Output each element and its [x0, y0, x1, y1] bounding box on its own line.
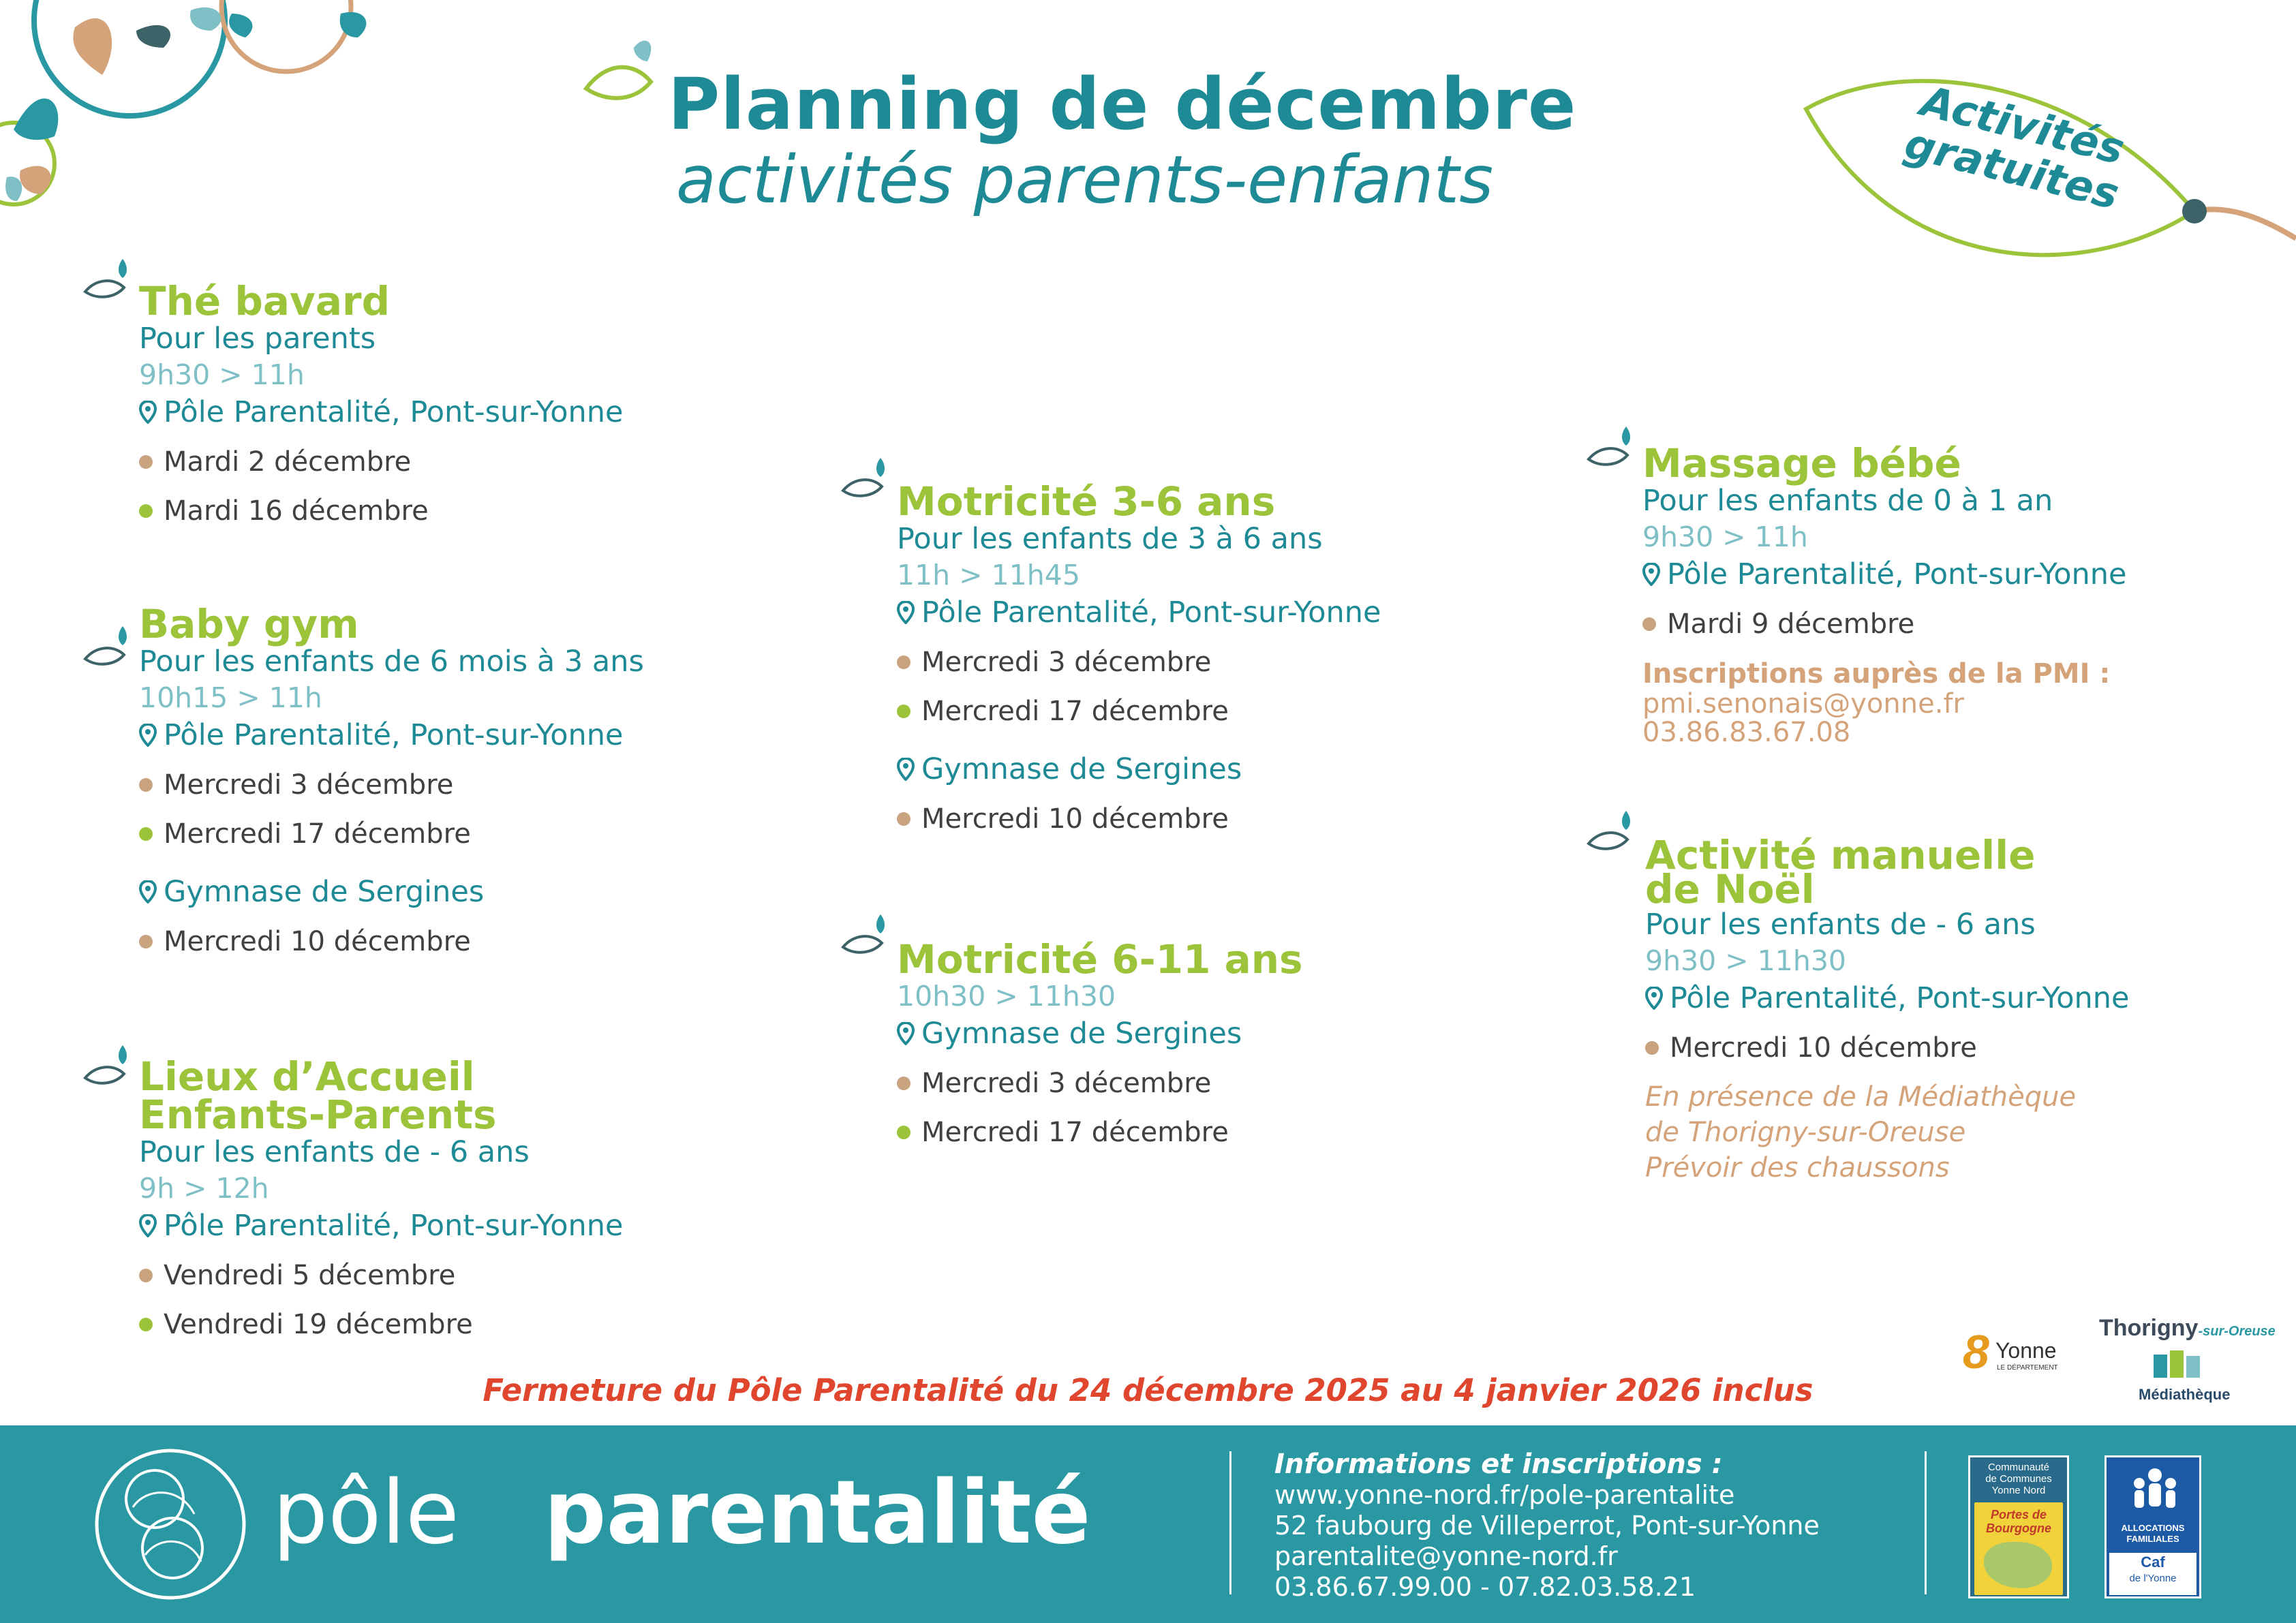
activity-hours: 10h30 > 11h30 — [897, 980, 1116, 1013]
location-pin-icon — [1642, 563, 1660, 586]
location-label: Pôle Parentalité, Pont-sur-Yonne — [164, 718, 624, 752]
pmi-registration-title: Inscriptions auprès de la PMI : — [1642, 658, 2111, 690]
activity-baby-gym — [139, 601, 644, 959]
date-bullet-icon — [897, 1077, 910, 1090]
title-leaf-icon — [579, 34, 661, 109]
date-label: Mercredi 3 décembre — [164, 769, 454, 801]
ccyn-logo-text: Communauté de Communes Yonne Nord — [1985, 1462, 2052, 1496]
activity-date — [1645, 1030, 2129, 1066]
activity-location — [139, 717, 644, 754]
date-bullet-icon — [897, 655, 910, 669]
free-activities-badge-text: Activités gratuites — [1899, 76, 2130, 219]
activity-date — [139, 924, 644, 959]
location-label: Pôle Parentalité, Pont-sur-Yonne — [164, 1209, 624, 1243]
activity-motricite-6-11 — [897, 936, 1303, 1150]
leaf-icon — [1585, 424, 1640, 472]
location-label: Pôle Parentalité, Pont-sur-Yonne — [164, 395, 624, 429]
footer-divider — [1925, 1451, 1927, 1594]
closing-notice: Fermeture du Pôle Parentalité du 24 décembre 2025 au 4 janvier 2026 inclus — [483, 1372, 1813, 1408]
activity-manuelle-noel — [1645, 832, 2130, 1186]
activity-heading: Massage bébé — [1642, 440, 1961, 486]
caf-logo — [2104, 1455, 2201, 1598]
leaf-icon — [1585, 808, 1640, 856]
info-website: www.yonne-nord.fr/pole-parentalite — [1274, 1480, 1735, 1510]
activity-location-secondary — [897, 751, 1381, 788]
activity-laep — [139, 1053, 624, 1342]
date-bullet-icon — [139, 935, 153, 948]
info-address: 52 faubourg de Villeperrot, Pont-sur-Yonne — [1274, 1511, 1820, 1541]
activity-date — [897, 1066, 1303, 1101]
activity-date — [897, 694, 1381, 729]
date-label: Mardi 9 décembre — [1667, 608, 1915, 640]
activity-location — [1645, 980, 2129, 1017]
mediatheque-logo-text: Médiathèque — [2139, 1386, 2231, 1403]
caf-logo-text: ALLOCATIONS FAMILIALES — [2121, 1523, 2185, 1544]
footer-divider — [1229, 1451, 1231, 1594]
yonne-departement-logo — [1963, 1325, 2072, 1378]
caf-logo-footer — [2109, 1553, 2196, 1595]
location-pin-icon — [139, 1214, 157, 1237]
date-bullet-icon — [1645, 1041, 1659, 1055]
date-label: Mercredi 10 décembre — [921, 803, 1229, 835]
activity-heading: Activité manuelle — [1645, 832, 2036, 878]
location-pin-icon — [897, 758, 915, 781]
footer-contact-info — [1274, 1449, 1820, 1603]
slippers-note: Prévoir des chaussons — [1645, 1152, 1950, 1184]
location-pin-icon — [897, 1022, 915, 1045]
activity-massage-bebe — [1642, 440, 2127, 748]
activity-date — [139, 444, 623, 480]
activity-audience: Pour les enfants de - 6 ans — [139, 1135, 530, 1169]
activity-date — [139, 1307, 623, 1342]
ccyn-logo-banner — [1974, 1502, 2063, 1595]
date-label: Mardi 16 décembre — [164, 495, 429, 527]
pmi-email: pmi.senonais@yonne.fr — [1642, 688, 1964, 720]
activity-date — [1642, 606, 2126, 642]
footer-brand-parentalite: parentalité — [544, 1462, 1091, 1564]
yonne-logo-subtext: LE DÉPARTEMENT — [1997, 1364, 2058, 1372]
activity-heading: Baby gym — [139, 601, 359, 647]
date-bullet-icon — [897, 705, 910, 718]
activity-date — [139, 1258, 623, 1293]
date-label: Mercredi 17 décembre — [164, 818, 471, 850]
date-bullet-icon — [139, 455, 153, 469]
date-label: Mercredi 10 décembre — [1670, 1032, 1977, 1064]
activity-heading: Motricité 6-11 ans — [897, 936, 1303, 983]
date-bullet-icon — [139, 504, 153, 518]
date-bullet-icon — [897, 1126, 910, 1139]
activity-hours: 9h > 12h — [139, 1172, 269, 1205]
leaf-icon — [840, 455, 894, 503]
activity-date — [897, 645, 1381, 680]
location-pin-icon — [897, 601, 915, 624]
mediatheque-note: En présence de la Médiathèque — [1645, 1081, 2077, 1113]
activity-audience: Pour les enfants de 3 à 6 ans — [897, 522, 1323, 556]
activity-heading: de Noël — [1645, 866, 1815, 912]
caf-family-icon — [2124, 1466, 2186, 1516]
yonne-logo-mark: 8 — [1963, 1325, 1989, 1378]
activity-audience: Pour les enfants de 0 à 1 an — [1642, 484, 2053, 518]
location-label: Gymnase de Sergines — [164, 875, 485, 909]
activity-hours: 10h15 > 11h — [139, 681, 322, 714]
leaf-icon — [82, 1042, 136, 1090]
location-pin-icon — [139, 401, 157, 424]
leaf-icon — [840, 912, 894, 959]
activity-date — [897, 1115, 1303, 1150]
activity-audience: Pour les enfants de - 6 ans — [1645, 908, 2036, 942]
activity-audience: Pour les enfants de 6 mois à 3 ans — [139, 645, 644, 679]
activity-hours: 9h30 > 11h — [139, 358, 305, 391]
activity-heading: Thé bavard — [139, 278, 391, 324]
footer-brand-pole: pôle — [273, 1462, 459, 1564]
activity-motricite-3-6 — [897, 478, 1381, 837]
activity-location-secondary — [139, 874, 644, 910]
activity-date — [139, 767, 644, 803]
page-title: Planning de décembre — [668, 63, 1577, 146]
activity-the-bavard — [139, 278, 624, 529]
ccyn-logo-tagline: Portes de Bourgogne — [1986, 1508, 2051, 1535]
activity-location — [897, 594, 1381, 631]
caf-logo-name: Caf — [2141, 1554, 2165, 1571]
date-bullet-icon — [139, 1318, 153, 1331]
pmi-phone: 03.86.83.67.08 — [1642, 717, 1851, 748]
location-pin-icon — [1645, 987, 1663, 1010]
date-label: Vendredi 19 décembre — [164, 1309, 473, 1340]
leaf-icon — [82, 623, 136, 671]
date-bullet-icon — [139, 778, 153, 792]
date-label: Mercredi 3 décembre — [921, 647, 1212, 678]
location-label: Gymnase de Sergines — [921, 1017, 1242, 1051]
activity-date — [139, 816, 644, 852]
page-subtitle: activités parents-enfants — [676, 142, 1494, 218]
leaf-icon — [82, 256, 136, 304]
date-bullet-icon — [897, 812, 910, 826]
info-phone: 03.86.67.99.00 - 07.82.03.58.21 — [1274, 1572, 1696, 1602]
activity-location — [1642, 556, 2126, 593]
date-label: Mardi 2 décembre — [164, 446, 412, 478]
activity-heading: Motricité 3-6 ans — [897, 478, 1276, 525]
yonne-logo-text: Yonne — [1995, 1338, 2057, 1363]
activity-date — [139, 493, 623, 529]
activity-hours: 11h > 11h45 — [897, 559, 1080, 591]
caf-logo-region: de l'Yonne — [2129, 1573, 2177, 1584]
activity-location — [139, 1207, 623, 1244]
location-label: Pôle Parentalité, Pont-sur-Yonne — [1670, 981, 2130, 1015]
activity-heading: Enfants-Parents — [139, 1092, 497, 1138]
activity-hours: 9h30 > 11h30 — [1645, 944, 1846, 977]
date-bullet-icon — [1642, 617, 1656, 631]
date-bullet-icon — [139, 1269, 153, 1282]
location-pin-icon — [139, 880, 157, 903]
activity-location — [139, 394, 623, 431]
date-label: Mercredi 10 décembre — [164, 926, 471, 957]
date-bullet-icon — [139, 827, 153, 841]
activity-location — [897, 1015, 1303, 1052]
location-label: Pôle Parentalité, Pont-sur-Yonne — [921, 596, 1381, 630]
thorigny-logo-text: Thorigny-sur-Oreuse — [2099, 1315, 2276, 1341]
ccyn-logo — [1968, 1455, 2069, 1598]
location-pin-icon — [139, 724, 157, 747]
location-label: Gymnase de Sergines — [921, 752, 1242, 786]
mediatheque-note: de Thorigny-sur-Oreuse — [1645, 1117, 1966, 1148]
ccyn-map-shape — [1984, 1542, 2052, 1588]
activity-heading: Lieux d’Accueil — [139, 1053, 475, 1100]
date-label: Mercredi 3 décembre — [921, 1068, 1212, 1099]
activity-date — [897, 801, 1381, 837]
location-label: Pôle Parentalité, Pont-sur-Yonne — [1667, 557, 2127, 591]
info-email: parentalite@yonne-nord.fr — [1274, 1541, 1618, 1571]
activity-hours: 9h30 > 11h — [1642, 521, 1808, 553]
decorative-leaves-top-left — [0, 0, 382, 218]
date-label: Mercredi 17 décembre — [921, 696, 1229, 727]
date-label: Mercredi 17 décembre — [921, 1117, 1229, 1148]
activity-audience: Pour les parents — [139, 322, 376, 356]
date-label: Vendredi 5 décembre — [164, 1260, 456, 1291]
pole-parentalite-logo-icon — [92, 1446, 249, 1603]
info-title: Informations et inscriptions : — [1274, 1449, 1723, 1480]
